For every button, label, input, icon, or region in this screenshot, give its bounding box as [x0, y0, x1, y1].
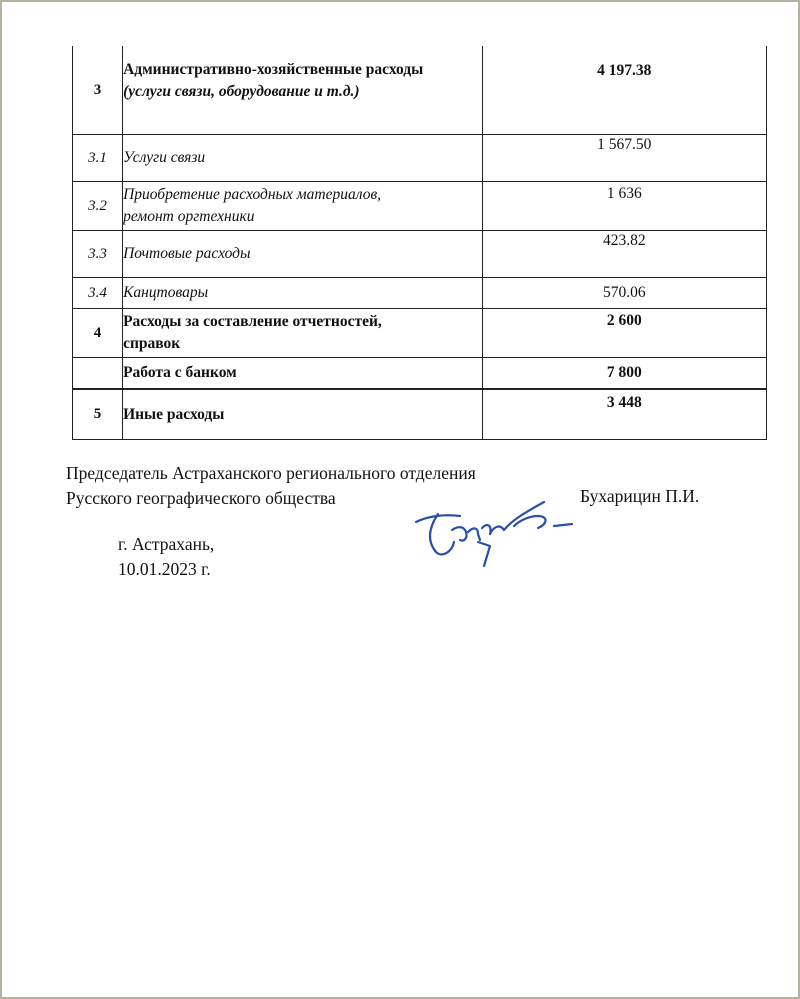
row-number	[73, 358, 123, 390]
row-description	[123, 309, 483, 358]
table-row	[73, 231, 767, 278]
table-row	[73, 389, 767, 440]
table-row	[73, 309, 767, 358]
city: г. Астрахань,	[118, 534, 215, 554]
row-description: Канцтовары	[123, 278, 483, 309]
row-description-line1: Расходы за составление отчетностей,	[123, 313, 382, 330]
row-value: 4 197.38	[482, 46, 766, 135]
row-value: 423.82	[482, 231, 766, 278]
row-value: 570.06	[482, 278, 766, 309]
row-description: Почтовые расходы	[123, 231, 483, 278]
row-number: 3.2	[73, 182, 123, 231]
row-value: 1 567.50	[482, 135, 766, 182]
row-value: 7 800	[482, 358, 766, 390]
row-description-line1: Приобретение расходных материалов,	[123, 186, 382, 203]
signatory-title-line2: Русского географического общества	[66, 488, 336, 508]
row-number: 3.4	[73, 278, 123, 309]
row-number: 3.3	[73, 231, 123, 278]
row-description-line1: Административно-хозяйственные расходы	[123, 61, 424, 78]
row-description	[123, 182, 483, 231]
row-number: 3.1	[73, 135, 123, 182]
place-and-date	[118, 532, 214, 582]
signatory-title-line1: Председатель Астраханского регионального отделения	[66, 463, 476, 483]
row-description-line2: ремонт оргтехники	[123, 208, 255, 225]
date: 10.01.2023 г.	[118, 559, 211, 579]
row-number: 4	[73, 309, 123, 358]
row-description: Работа с банком	[123, 358, 483, 390]
row-value: 1 636	[482, 182, 766, 231]
row-description	[123, 46, 483, 135]
row-number: 3	[73, 46, 123, 135]
row-value: 2 600	[482, 309, 766, 358]
row-number: 5	[73, 389, 123, 440]
row-description: Услуги связи	[123, 135, 483, 182]
row-description-line2: (услуги связи, оборудование и т.д.)	[123, 83, 360, 100]
table-row	[73, 278, 767, 309]
signer-name: Бухарицин П.И.	[580, 486, 700, 506]
table-row	[73, 135, 767, 182]
table-row	[73, 46, 767, 135]
expense-table	[72, 46, 767, 440]
table-row	[73, 358, 767, 390]
handwritten-signature	[408, 492, 578, 572]
row-description-line2: справок	[123, 335, 181, 352]
row-description: Иные расходы	[123, 389, 483, 440]
table-row	[73, 182, 767, 231]
row-value: 3 448	[482, 389, 766, 440]
